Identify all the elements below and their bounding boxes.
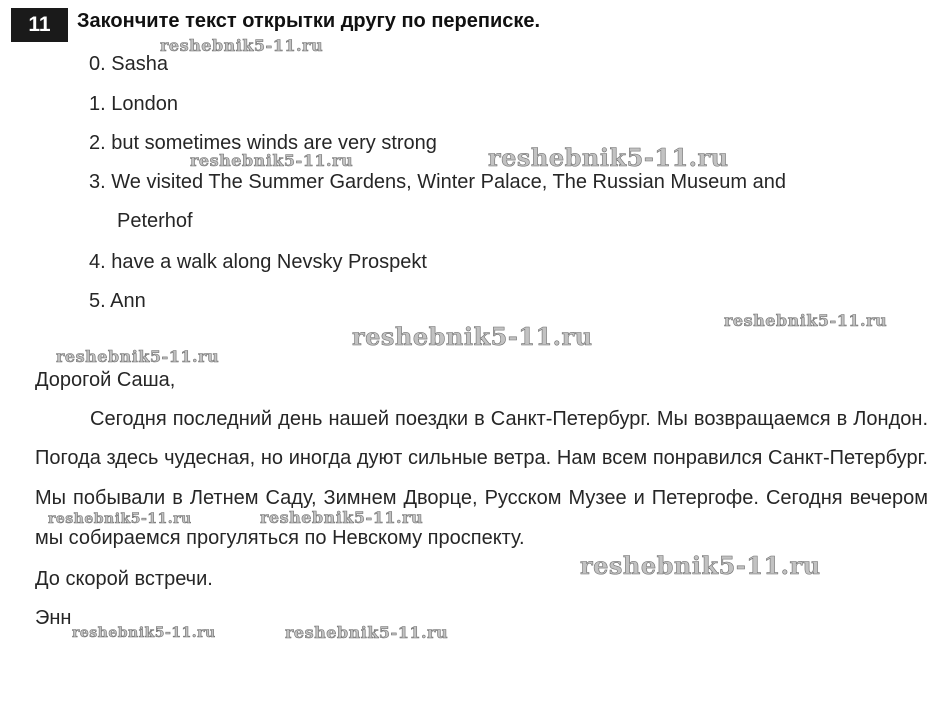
- watermark: reshebnik5-11.ru: [190, 151, 354, 170]
- answer-list: [89, 50, 929, 327]
- letter-signature: Энн: [35, 607, 72, 630]
- answer-number: 3.: [89, 170, 106, 193]
- watermark: reshebnik5-11.ru: [352, 322, 593, 351]
- watermark: reshebnik5-11.ru: [285, 623, 449, 642]
- watermark: reshebnik5-11.ru: [56, 347, 220, 366]
- letter-greeting: Дорогой Саша,: [35, 369, 176, 391]
- answer-item-4: 4. have a walk along Nevsky Prospekt: [89, 250, 427, 273]
- letter-closing: До скорой встречи.: [35, 567, 213, 590]
- postcard-letter: [35, 366, 928, 644]
- letter-body: Сегодня последний день нашей поездки в Санкт-Петербург. Мы возвращаемся в Лондон. Погода здесь чудесная, но иногда дуют сильные ветра. Нам всем понравился Санкт-Петербург. Мы побывали в Летнем Саду, Зимнем Дворце, Русском Музее и Петергофе. Сегодня вечером мы собираемся прогуляться по Невскому проспекту.: [35, 407, 928, 549]
- answer-item-1: 1. London: [89, 92, 178, 115]
- answer-text-line2: Peterhof: [117, 210, 193, 232]
- watermark: reshebnik5-11.ru: [580, 551, 821, 580]
- watermark: reshebnik5-11.ru: [724, 311, 888, 330]
- answer-text-line1: We visited The Summer Gardens, Winter Palace, The Russian Museum and: [111, 170, 786, 193]
- answer-item-2: 2. but sometimes winds are very strong: [89, 132, 437, 154]
- watermark: reshebnik5-11.ru: [260, 508, 424, 527]
- watermark: reshebnik5-11.ru: [160, 36, 324, 55]
- answer-item-5: 5. Ann: [89, 290, 146, 312]
- watermark: reshebnik5-11.ru: [488, 143, 729, 172]
- answer-item-3: [89, 163, 929, 242]
- answer-item-0: 0. Sasha: [89, 53, 168, 75]
- watermark: reshebnik5-11.ru: [48, 511, 192, 527]
- task-number-badge: 11: [11, 8, 68, 42]
- task-title: Закончите текст открытки другу по переписке.: [77, 10, 541, 32]
- watermark: reshebnik5-11.ru: [72, 625, 216, 641]
